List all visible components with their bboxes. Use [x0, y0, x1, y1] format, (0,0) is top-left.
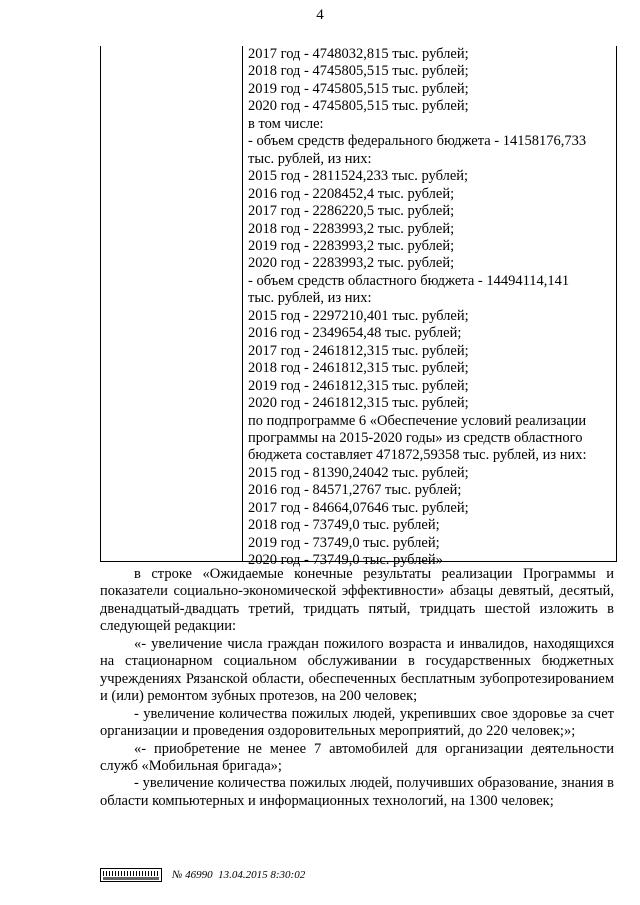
table-line: 2017 год - 4748032,815 тыс. рублей; — [248, 46, 469, 62]
document-number: 46990 — [185, 869, 213, 881]
table-line: 2020 год - 73749,0 тыс. рублей» — [248, 552, 443, 569]
table-line: 2020 год - 2283993,2 тыс. рублей; — [248, 255, 455, 272]
table-line: 2015 год - 81390,24042 тыс. рублей; — [248, 464, 469, 481]
table-line: 2020 год - 4745805,515 тыс. рублей; — [248, 98, 469, 115]
table-line: бюджета составляет 471872,59358 тыс. рублей, из них: — [248, 447, 587, 464]
table-line: 2019 год - 73749,0 тыс. рублей; — [248, 534, 440, 551]
table-line: 2015 год - 2297210,401 тыс. рублей; — [248, 307, 469, 324]
table-line: 2017 год - 2461812,315 тыс. рублей; — [248, 342, 469, 359]
paragraph-health: - увеличение количества пожилых людей, укрепивших свое здоровье за счет организации и проведения оздоровительных мероприятий, до 220 человек;»; — [100, 705, 614, 740]
table-line: 2019 год - 2283993,2 тыс. рублей; — [248, 237, 455, 254]
table-line: 2018 год - 73749,0 тыс. рублей; — [248, 517, 440, 534]
passport-table — [100, 46, 617, 569]
table-line: 2016 год - 84571,2767 тыс. рублей; — [248, 482, 462, 499]
table-line: тыс. рублей, из них: — [248, 150, 372, 167]
table-line: 2018 год - 4745805,515 тыс. рублей; — [248, 63, 469, 80]
paragraph-intro: в строке «Ожидаемые конечные результаты реализации Программы и показатели социально-экономической эффективности» абзацы девятый, десятый, двенадцатый-двадцать третий, тридцать пятый, тридцать шестой изложить в следующей редакции: — [100, 566, 614, 635]
page-number: 4 — [316, 7, 324, 23]
table-right-cell — [243, 46, 616, 569]
table-line: 2019 год - 2461812,315 тыс. рублей; — [248, 377, 469, 394]
paragraph-dental: «- увеличение числа граждан пожилого возраста и инвалидов, находящихся на стационарном социальном обслуживании в государственных бюджетных учреждениях Рязанской области, обеспеченных бесплатным зубопротезированием и (или) ремонтом зубных протезов, на 200 человек; — [100, 635, 614, 705]
table-line: - объем средств областного бюджета - 14494114,141 — [248, 272, 570, 289]
registration-stamp — [172, 867, 305, 883]
table-line: - объем средств федерального бюджета - 14158176,733 — [248, 133, 587, 150]
number-sign: № — [172, 869, 183, 881]
registration-time: 8:30:02 — [270, 869, 306, 881]
barcode-stamp-icon — [100, 868, 162, 882]
table-line: 2019 год - 4745805,515 тыс. рублей; — [248, 80, 469, 97]
table-line: 2016 год - 2349654,48 тыс. рублей; — [248, 325, 462, 342]
registration-date: 13.04.2015 — [218, 869, 268, 881]
document-footer — [100, 868, 620, 884]
paragraph-vehicles: «- приобретение не менее 7 автомобилей для организации деятельности служб «Мобильная бригада»; — [100, 740, 614, 774]
table-line: 2015 год - 2811524,233 тыс. рублей; — [248, 168, 469, 185]
paragraph-education: - увеличение количества пожилых людей, получивших образование, знания в области компьютерных и информационных технологий, на 1300 человек; — [100, 775, 614, 809]
table-line: по подпрограмме 6 «Обеспечение условий реализации — [248, 412, 587, 429]
table-line: тыс. рублей, из них: — [248, 290, 372, 307]
table-line: 2018 год - 2283993,2 тыс. рублей; — [248, 220, 455, 237]
table-line: 2018 год - 2461812,315 тыс. рублей; — [248, 360, 469, 377]
table-line: 2016 год - 2208452,4 тыс. рублей; — [248, 185, 455, 202]
table-line: 2020 год - 2461812,315 тыс. рублей; — [248, 395, 469, 412]
table-line: в том числе: — [248, 115, 324, 132]
body-text — [100, 566, 614, 810]
table-line: программы на 2015-2020 годы» из средств областного — [248, 429, 583, 446]
table-line: 2017 год - 2286220,5 тыс. рублей; — [248, 203, 455, 220]
table-left-cell — [101, 46, 243, 561]
table-line: 2017 год - 84664,07646 тыс. рублей; — [248, 499, 469, 516]
